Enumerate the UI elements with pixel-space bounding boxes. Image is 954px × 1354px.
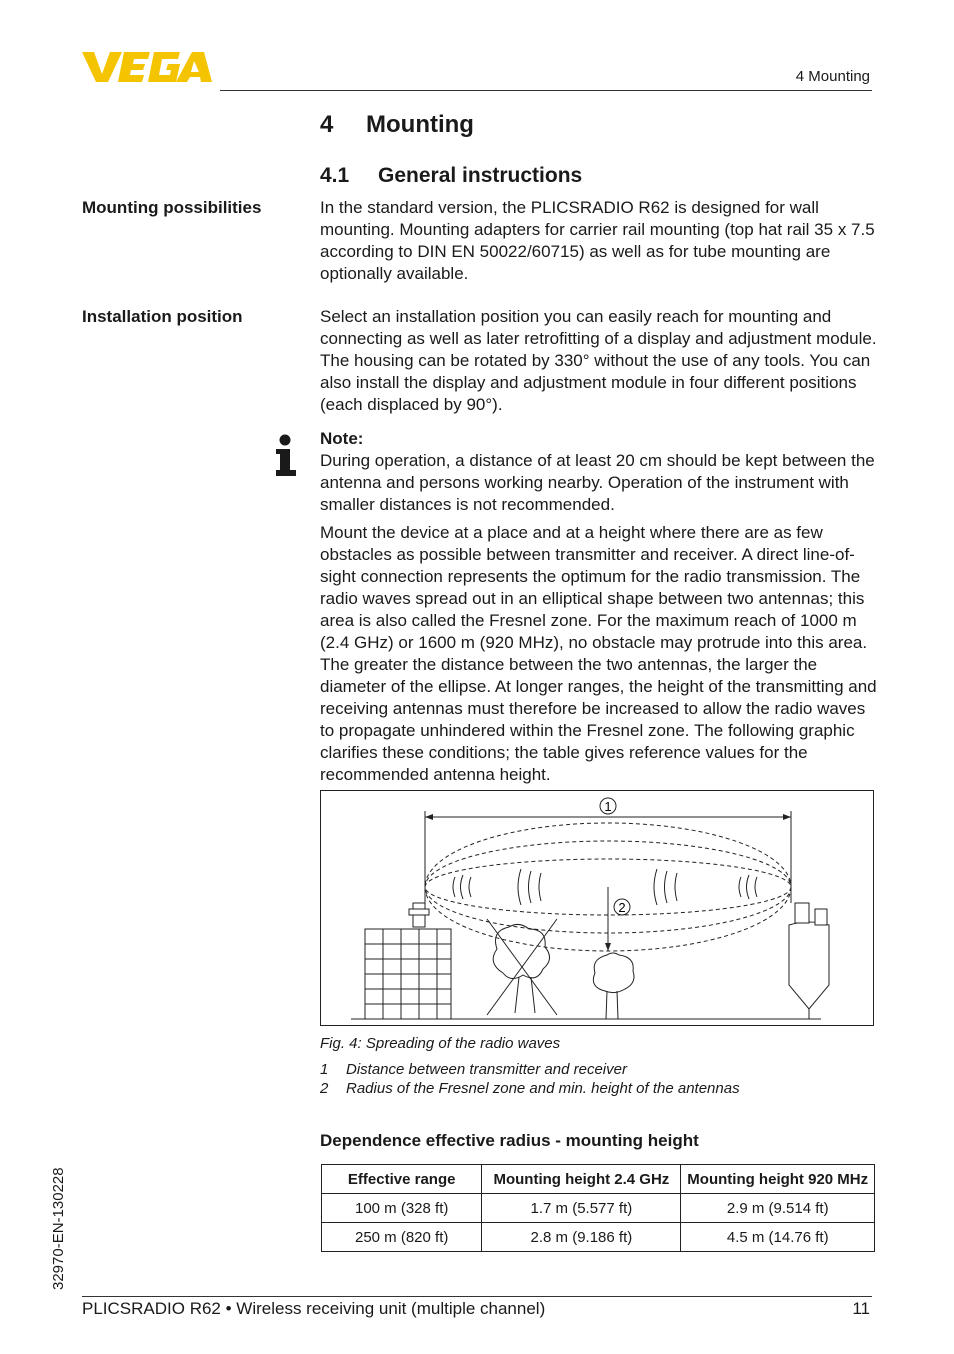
chapter-title xyxy=(320,111,474,139)
table-cell: 250 m (820 ft) xyxy=(322,1223,482,1252)
mounting-possibilities-paragraph: In the standard version, the PLICSRADIO R62 is designed for wall mounting. Mounting adapters for carrier rail mounting (top hat rail 35 x 7.5 according to DIN EN 50022/60715) as well as for tube mounting are optionally available. xyxy=(320,198,875,283)
legend-item xyxy=(320,1061,627,1078)
table-header-cell: Mounting height 2.4 GHz xyxy=(482,1165,681,1194)
table-header-row xyxy=(322,1165,875,1194)
callout-2: 2 xyxy=(618,900,626,915)
note-text: During operation, a distance of at least 20 cm should be kept between the antenna and persons working nearby. Operation of the instrument with smaller distances is not recommended. xyxy=(320,451,875,514)
table-cell: 100 m (328 ft) xyxy=(322,1194,482,1223)
vega-logo xyxy=(82,48,212,84)
table-cell: 2.9 m (9.514 ft) xyxy=(681,1194,875,1223)
page-number: 11 xyxy=(852,1299,870,1318)
info-icon xyxy=(274,434,298,478)
header-divider xyxy=(220,90,872,91)
installation-position-paragraph: Select an installation position you can easily reach for mounting and connecting as well as later retrofitting of a display and adjustment module. The housing can be rotated by 330° without the use of any tools. You can also install the display and adjustment module in four different positions (each displaced by 90°). xyxy=(320,307,877,414)
radio-wave-diagram xyxy=(321,791,875,1027)
body-text xyxy=(320,522,878,786)
chapter-number: 4 xyxy=(320,111,334,138)
header-section-label: 4 Mounting xyxy=(795,68,870,85)
fresnel-paragraph: Mount the device at a place and at a height where there are as few obstacles as possible between transmitter and receiver. A direct line-of-sight connection represents the optimum for the radio transmission. The radio waves spread out in an elliptical shape between two antennas; this area is also called the Fresnel zone. For the maximum reach of 1000 m (2.4 GHz) or 1600 m (920 MHz), no obstacle may protrude into this area. The greater the distance between the two antennas, the larger the diameter of the ellipse. At longer ranges, the height of the transmitting and receiving antennas must therefore be increased to allow the radio waves to propagate unhindered within the Fresnel zone. The following graphic clarifies these conditions; the table gives reference values for the recommended antenna height. xyxy=(320,523,877,784)
installation-position-text xyxy=(320,306,878,416)
mounting-possibilities-text xyxy=(320,197,878,285)
table-cell: 1.7 m (5.577 ft) xyxy=(482,1194,681,1223)
section-title xyxy=(320,164,582,188)
mounting-possibilities-label: Mounting possibilities xyxy=(82,198,262,217)
legend-text: Radius of the Fresnel zone and min. height of the antennas xyxy=(346,1080,740,1097)
table-cell: 4.5 m (14.76 ft) xyxy=(681,1223,875,1252)
chapter-title-text: Mounting xyxy=(366,111,474,138)
legend-number: 1 xyxy=(320,1061,329,1078)
note-block xyxy=(320,428,878,516)
footer-product: PLICSRADIO R62 • Wireless receiving unit (multiple channel) xyxy=(82,1299,546,1318)
table-header-cell: Mounting height 920 MHz xyxy=(681,1165,875,1194)
section-number: 4.1 xyxy=(320,164,350,187)
document-number: 32970-EN-130228 xyxy=(50,1167,67,1290)
legend-item xyxy=(320,1080,740,1097)
section-title-text: General instructions xyxy=(378,164,583,187)
table-row xyxy=(322,1223,875,1252)
mounting-height-table xyxy=(321,1164,875,1252)
legend-text: Distance between transmitter and receiver xyxy=(346,1061,627,1078)
table-cell: 2.8 m (9.186 ft) xyxy=(482,1223,681,1252)
legend-number: 2 xyxy=(320,1080,329,1097)
radio-wave-figure xyxy=(320,790,874,1026)
callout-1: 1 xyxy=(604,799,612,814)
table-title: Dependence effective radius - mounting height xyxy=(320,1131,699,1150)
figure-caption: Fig. 4: Spreading of the radio waves xyxy=(320,1035,561,1052)
table-header-cell: Effective range xyxy=(322,1165,482,1194)
table-row xyxy=(322,1194,875,1223)
installation-position-label: Installation position xyxy=(82,307,243,326)
note-title: Note: xyxy=(320,429,364,448)
footer-divider xyxy=(82,1296,872,1297)
